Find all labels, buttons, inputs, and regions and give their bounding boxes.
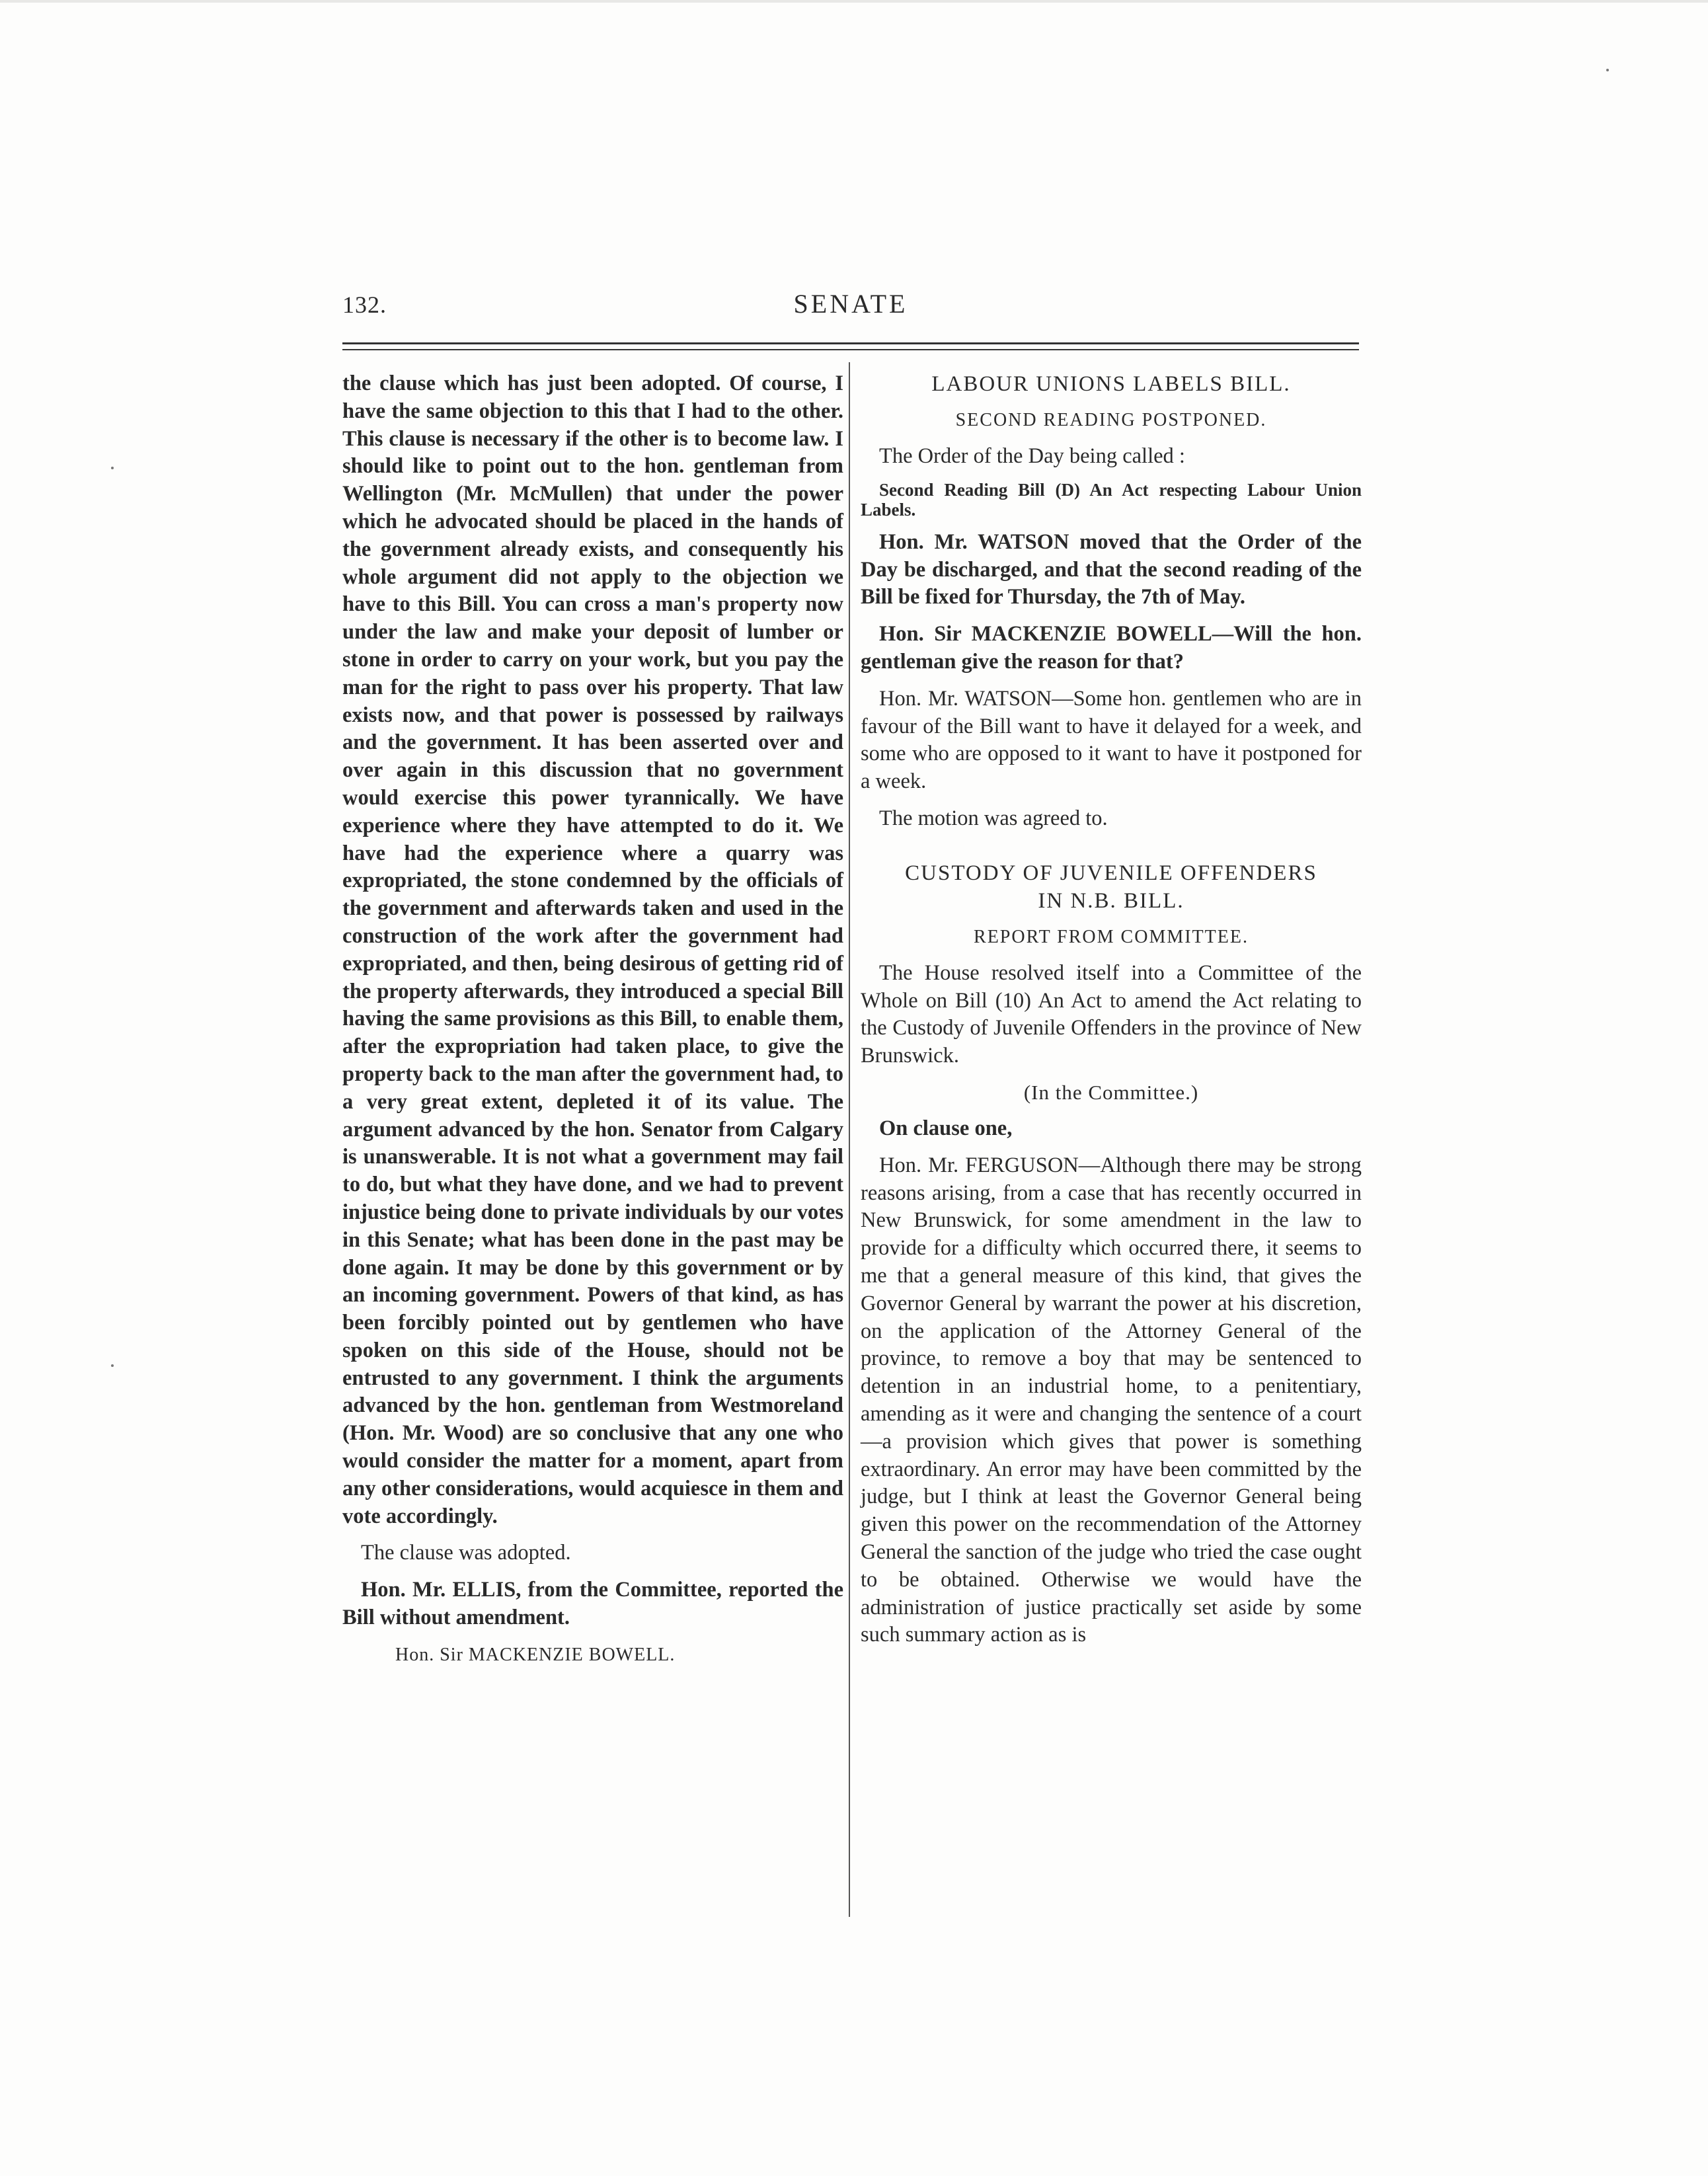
paragraph: The House resolved itself into a Committee of the Whole on Bill (10) An Act to amend the Act relating to the Custody of Juvenile Offenders in the province of New Brunswick. (861, 960, 1362, 1068)
section-subtitle: SECOND READING POSTPONED. (955, 410, 1267, 430)
running-head: SENATE (793, 289, 908, 319)
section-title: CUSTODY OF JUVENILE OFFENDERS (905, 861, 1317, 885)
right-column (861, 370, 1362, 1658)
committee-note: (In the Committee.) (1023, 1080, 1199, 1104)
left-column (342, 370, 843, 1678)
signature-line: Hon. Sir MACKENZIE BOWELL. (395, 1644, 676, 1665)
paragraph: the clause which has just been adopted. Of course, I have the same objection to this that I had to the other. This clause is necessary if the other is to become law. I should like to point out to the hon. gentleman from Wellington (Mr. McMullen) that under the power which he advocated should be placed in the hands of the government already exists, and consequently his whole argument did not apply to the objection we have to this Bill. You can cross a man's property now under the law and make your deposit of lumber or stone in order to carry on your work, but you pay the man for the right to pass over his property. That law exists now, and that power is possessed by railways and the government. It has been asserted over and over again in this discussion that no government would exercise this power tyrannically. We have experience where they have attempted to do it. We have had the experience where a quarry was expropriated, the stone condemned by the officials of the government and afterwards taken and used in the construction of the work after the government had expropriated, and then, being desirous of getting rid of the property afterwards, they introduced a special Bill having the same provisions as this Bill, to enable them, after the expropriation had taken place, to give the property back to the man after the government had, to a very great extent, depleted it of its value. The argument advanced by the hon. Senator from Calgary is unanswerable. It is not what a government may fail to do, but what they have done, and we had to prevent injustice being done to private individuals by our votes in this Senate; what has been done in the past may be done again. It may be done by this government or by an incoming government. Powers of that kind, as has been forcibly pointed out by gentlemen who have spoken on this side of the House, should not be entrusted to any government. I think the arguments advanced by the hon. gentleman from Westmoreland (Hon. Mr. Wood) are so conclusive that any one who would consider the matter for a moment, apart from any other considerations, would acquiesce in them and vote accordingly. (342, 371, 843, 1528)
section-title: IN N.B. BILL. (1038, 888, 1184, 913)
order-text: Second Reading Bill (D) An Act respecting Labour Union Labels. (861, 479, 1362, 520)
paragraph: Hon. Mr. WATSON moved that the Order of the Day be discharged, and that the second reading of the Bill be fixed for Thursday, the 7th of May. (861, 529, 1362, 609)
page-header (342, 288, 1359, 328)
section-subtitle: REPORT FROM COMMITTEE. (974, 926, 1249, 947)
column-divider (849, 362, 850, 1917)
page-number: 132. (342, 291, 387, 318)
paragraph: Hon. Mr. WATSON—Some hon. gentlemen who are in favour of the Bill want to have it delayed for a week, and some who are opposed to it want to have it postponed for a week. (861, 686, 1362, 794)
paragraph: The motion was agreed to. (879, 806, 1108, 830)
header-rule (342, 342, 1359, 344)
paragraph: Hon. Mr. ELLIS, from the Committee, reported the Bill without amendment. (342, 1578, 843, 1630)
section-title: LABOUR UNIONS LABELS BILL. (931, 372, 1291, 396)
paragraph: Hon. Sir MACKENZIE BOWELL—Will the hon. gentleman give the reason for that? (861, 622, 1362, 674)
scan-speck (111, 467, 114, 469)
paragraph: Hon. Mr. FERGUSON—Although there may be strong reasons arising, from a case that has recently occurred in New Brunswick, for some amendment in the law to provide for a difficulty which occurred there, it seems to me that a general measure of this kind, that gives the Governor General by warrant the power at his discretion, on the application of the Attorney General of the province, to remove a boy that may be sentenced to detention in an industrial home, to a penitentiary, amending as it were and changing the sentence of a court—a provision which gives that power is something extraordinary. An error may have been committed by the judge, but I think at least the Governor General being given this power on the recommendation of the Attorney General the sanction of the judge who tried the case ought to be obtained. Otherwise we would have the administration of justice practically set aside by some such summary action as is (861, 1153, 1362, 1647)
paragraph: On clause one, (879, 1116, 1013, 1140)
scan-edge (0, 0, 1708, 3)
paragraph: The Order of the Day being called : (879, 444, 1185, 468)
paragraph: The clause was adopted. (361, 1541, 571, 1565)
header-rule (342, 349, 1359, 350)
scan-speck (1606, 69, 1609, 71)
scan-speck (111, 1364, 114, 1367)
